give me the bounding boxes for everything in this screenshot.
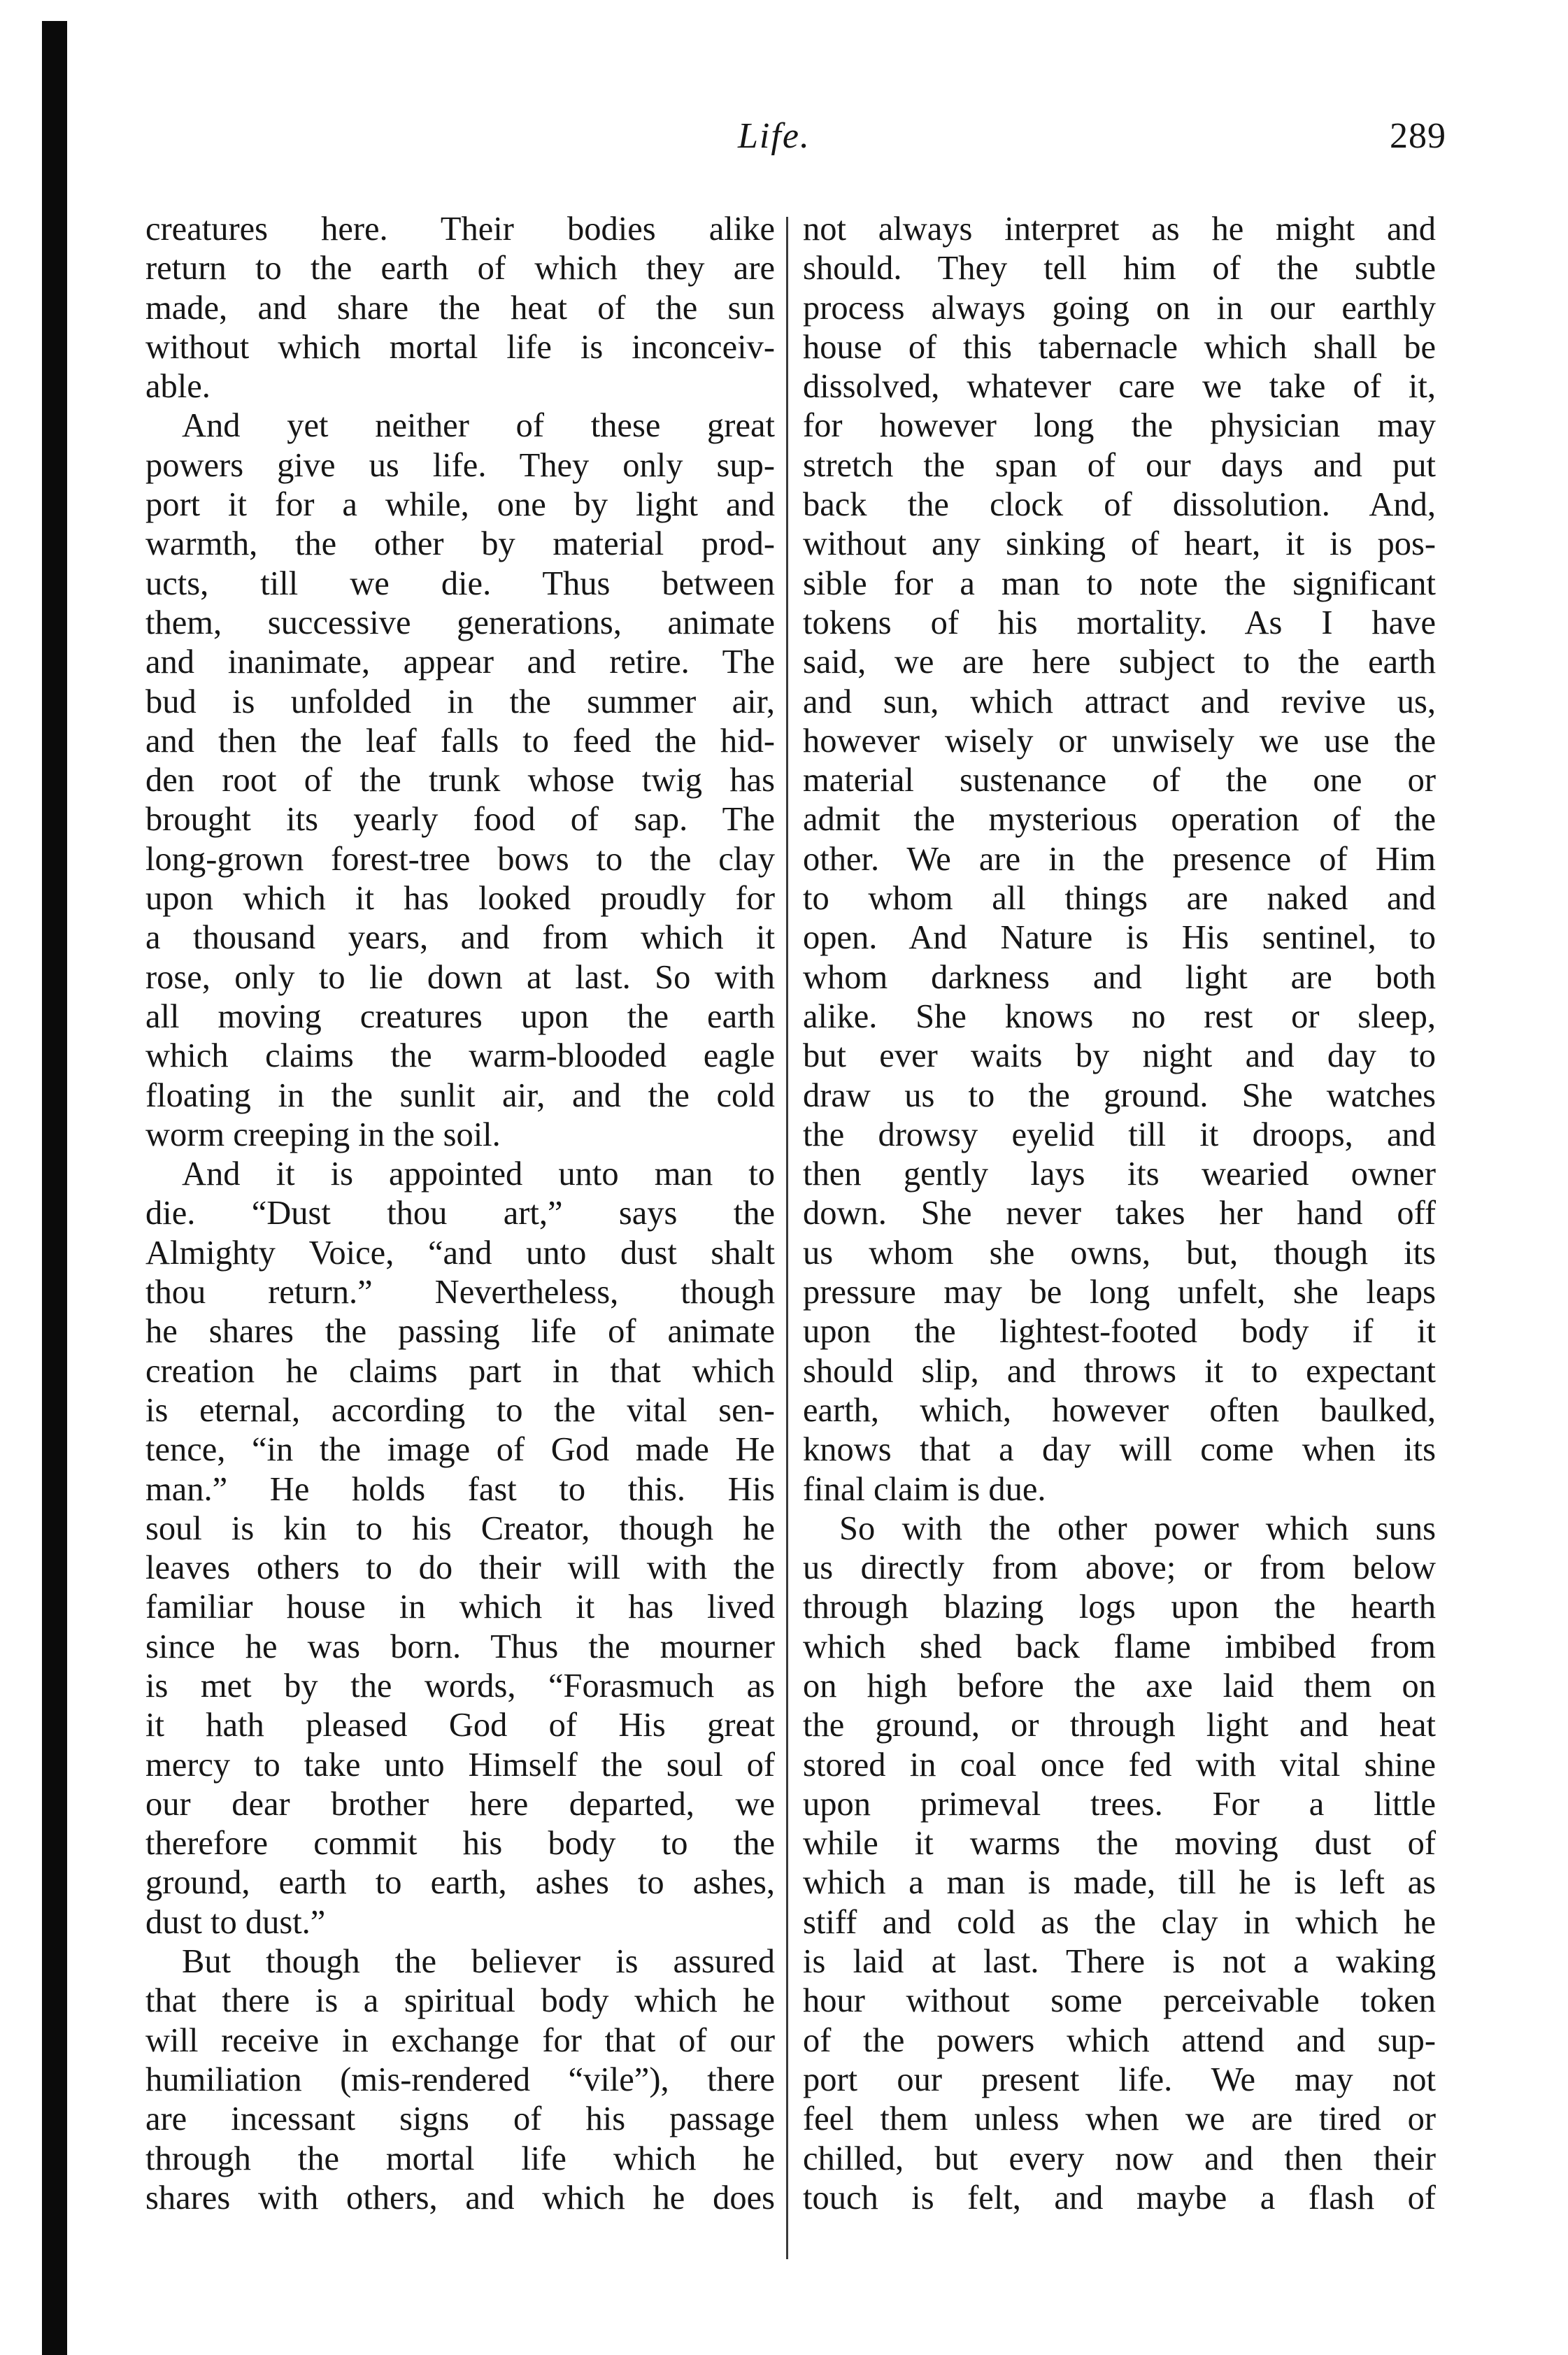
text-line: hour without some perceivable token bbox=[803, 1982, 1436, 2020]
text-line: is met by the words, “Forasmuch as bbox=[145, 1667, 775, 1705]
page-binding-edge bbox=[42, 21, 67, 2355]
text-line: all moving creatures upon the earth bbox=[145, 997, 775, 1035]
text-line: without any sinking of heart, it is pos- bbox=[803, 525, 1436, 563]
text-line: tokens of his mortality. As I have bbox=[803, 604, 1436, 641]
text-line: and then the leaf falls to feed the hid- bbox=[145, 722, 775, 760]
text-line: down. She never takes her hand off bbox=[803, 1195, 1436, 1232]
text-line: stored in coal once fed with vital shine bbox=[803, 1746, 1436, 1784]
text-line: while it warms the moving dust of bbox=[803, 1825, 1436, 1863]
text-line: brought its yearly food of sap. The bbox=[145, 801, 775, 839]
text-line: should slip, and throws it to expectant bbox=[803, 1352, 1436, 1390]
text-line: familiar house in which it has lived bbox=[145, 1588, 775, 1626]
text-line: upon the lightest-footed body if it bbox=[803, 1313, 1436, 1351]
text-line: And yet neither of these great bbox=[182, 407, 775, 445]
text-line: chilled, but every now and then their bbox=[803, 2140, 1436, 2177]
text-line: mercy to take unto Himself the soul of bbox=[145, 1746, 775, 1784]
text-line: long-grown forest-tree bows to the clay bbox=[145, 840, 775, 878]
text-line: our dear brother here departed, we bbox=[145, 1785, 775, 1823]
text-line: which claims the warm-blooded eagle bbox=[145, 1037, 775, 1075]
text-line: bud is unfolded in the summer air, bbox=[145, 683, 775, 720]
text-line: through blazing logs upon the hearth bbox=[803, 1588, 1436, 1626]
text-line: and sun, which attract and revive us, bbox=[803, 683, 1436, 720]
text-line: alike. She knows no rest or sleep, bbox=[803, 997, 1436, 1035]
text-line: tence, “in the image of God made He bbox=[145, 1431, 775, 1469]
text-line: admit the mysterious operation of the bbox=[803, 801, 1436, 839]
text-line: worm creeping in the soil. bbox=[145, 1116, 501, 1153]
text-line: the drowsy eyelid till it droops, and bbox=[803, 1116, 1436, 1153]
text-line: other. We are in the presence of Him bbox=[803, 840, 1436, 878]
text-line: stretch the span of our days and put bbox=[803, 446, 1436, 484]
text-line: which a man is made, till he is left as bbox=[803, 1864, 1436, 1902]
text-line: of the powers which attend and sup- bbox=[803, 2021, 1436, 2059]
text-line: that there is a spiritual body which he bbox=[145, 1982, 775, 2020]
text-line: to whom all things are naked and bbox=[803, 880, 1436, 918]
text-line: for however long the physician may bbox=[803, 407, 1436, 445]
text-line: feel them unless when we are tired or bbox=[803, 2100, 1436, 2138]
text-line: material sustenance of the one or bbox=[803, 762, 1436, 799]
text-line: dissolved, whatever care we take of it, bbox=[803, 368, 1436, 406]
text-line: are incessant signs of his passage bbox=[145, 2100, 775, 2138]
text-line: ucts, till we die. Thus between bbox=[145, 564, 775, 602]
page-number: 289 bbox=[1390, 116, 1446, 156]
text-line: us whom she owns, but, though its bbox=[803, 1234, 1436, 1272]
text-line: through the mortal life which he bbox=[145, 2140, 775, 2177]
text-line: draw us to the ground. She watches bbox=[803, 1076, 1436, 1114]
column-divider bbox=[786, 217, 788, 2259]
text-line: humiliation (mis-rendered “vile”), there bbox=[145, 2061, 775, 2098]
text-line: pressure may be long unfelt, she leaps bbox=[803, 1274, 1436, 1311]
text-line: upon primeval trees. For a little bbox=[803, 1785, 1436, 1823]
running-title: Life. bbox=[738, 116, 811, 156]
text-line: soul is kin to his Creator, though he bbox=[145, 1509, 775, 1547]
text-line: is laid at last. There is not a waking bbox=[803, 1943, 1436, 1981]
text-line: is eternal, according to the vital sen- bbox=[145, 1391, 775, 1429]
text-line: on high before the axe laid them on bbox=[803, 1667, 1436, 1705]
text-line: port it for a while, one by light and bbox=[145, 486, 775, 524]
text-line: open. And Nature is His sentinel, to bbox=[803, 919, 1436, 957]
text-line: And it is appointed unto man to bbox=[182, 1155, 775, 1193]
text-line: warmth, the other by material prod- bbox=[145, 525, 775, 563]
text-line: which shed back flame imbibed from bbox=[803, 1628, 1436, 1665]
text-line: upon which it has looked proudly for bbox=[145, 880, 775, 918]
text-line: stiff and cold as the clay in which he bbox=[803, 1903, 1436, 1941]
text-line: then gently lays its wearied owner bbox=[803, 1155, 1436, 1193]
text-line: it hath pleased God of His great bbox=[145, 1707, 775, 1744]
text-line: thou return.” Nevertheless, though bbox=[145, 1274, 775, 1311]
text-line: said, we are here subject to the earth bbox=[803, 643, 1436, 681]
text-line: dust to dust.” bbox=[145, 1903, 326, 1941]
text-line: rose, only to lie down at last. So with bbox=[145, 958, 775, 996]
text-line: creatures here. Their bodies alike bbox=[145, 211, 775, 248]
text-line: without which mortal life is inconceiv- bbox=[145, 328, 775, 366]
text-line: touch is felt, and maybe a flash of bbox=[803, 2179, 1436, 2217]
text-line: and inanimate, appear and retire. The bbox=[145, 643, 775, 681]
text-line: but ever waits by night and day to bbox=[803, 1037, 1436, 1075]
text-line: should. They tell him of the subtle bbox=[803, 250, 1436, 287]
text-line: But though the believer is assured bbox=[182, 1943, 775, 1981]
text-line: powers give us life. They only sup- bbox=[145, 446, 775, 484]
text-line: die. “Dust thou art,” says the bbox=[145, 1195, 775, 1232]
text-line: house of this tabernacle which shall be bbox=[803, 328, 1436, 366]
text-line: able. bbox=[145, 368, 211, 406]
text-line: ground, earth to earth, ashes to ashes, bbox=[145, 1864, 775, 1902]
text-line: a thousand years, and from which it bbox=[145, 919, 775, 957]
text-line: den root of the trunk whose twig has bbox=[145, 762, 775, 799]
text-line: creation he claims part in that which bbox=[145, 1352, 775, 1390]
right-text-column bbox=[803, 210, 1436, 2238]
text-line: the ground, or through light and heat bbox=[803, 1707, 1436, 1744]
running-head bbox=[0, 115, 1568, 171]
text-line: knows that a day will come when its bbox=[803, 1431, 1436, 1469]
text-line: them, successive generations, animate bbox=[145, 604, 775, 641]
text-line: shares with others, and which he does bbox=[145, 2179, 775, 2217]
text-line: he shares the passing life of animate bbox=[145, 1313, 775, 1351]
text-line: sible for a man to note the significant bbox=[803, 564, 1436, 602]
text-line: process always going on in our earthly bbox=[803, 289, 1436, 327]
text-line: will receive in exchange for that of our bbox=[145, 2021, 775, 2059]
text-line: port our present life. We may not bbox=[803, 2061, 1436, 2098]
text-line: So with the other power which suns bbox=[839, 1509, 1436, 1547]
text-line: since he was born. Thus the mourner bbox=[145, 1628, 775, 1665]
text-line: not always interpret as he might and bbox=[803, 211, 1436, 248]
text-line: man.” He holds fast to this. His bbox=[145, 1470, 775, 1508]
text-line: back the clock of dissolution. And, bbox=[803, 486, 1436, 524]
text-line: return to the earth of which they are bbox=[145, 250, 775, 287]
text-line: made, and share the heat of the sun bbox=[145, 289, 775, 327]
text-line: however wisely or unwisely we use the bbox=[803, 722, 1436, 760]
left-text-column bbox=[145, 210, 775, 2238]
text-line: us directly from above; or from below bbox=[803, 1549, 1436, 1587]
text-line: whom darkness and light are both bbox=[803, 958, 1436, 996]
text-line: leaves others to do their will with the bbox=[145, 1549, 775, 1587]
text-line: Almighty Voice, “and unto dust shalt bbox=[145, 1234, 775, 1272]
text-line: earth, which, however often baulked, bbox=[803, 1391, 1436, 1429]
text-line: final claim is due. bbox=[803, 1470, 1046, 1508]
text-line: floating in the sunlit air, and the cold bbox=[145, 1076, 775, 1114]
text-line: therefore commit his body to the bbox=[145, 1825, 775, 1863]
